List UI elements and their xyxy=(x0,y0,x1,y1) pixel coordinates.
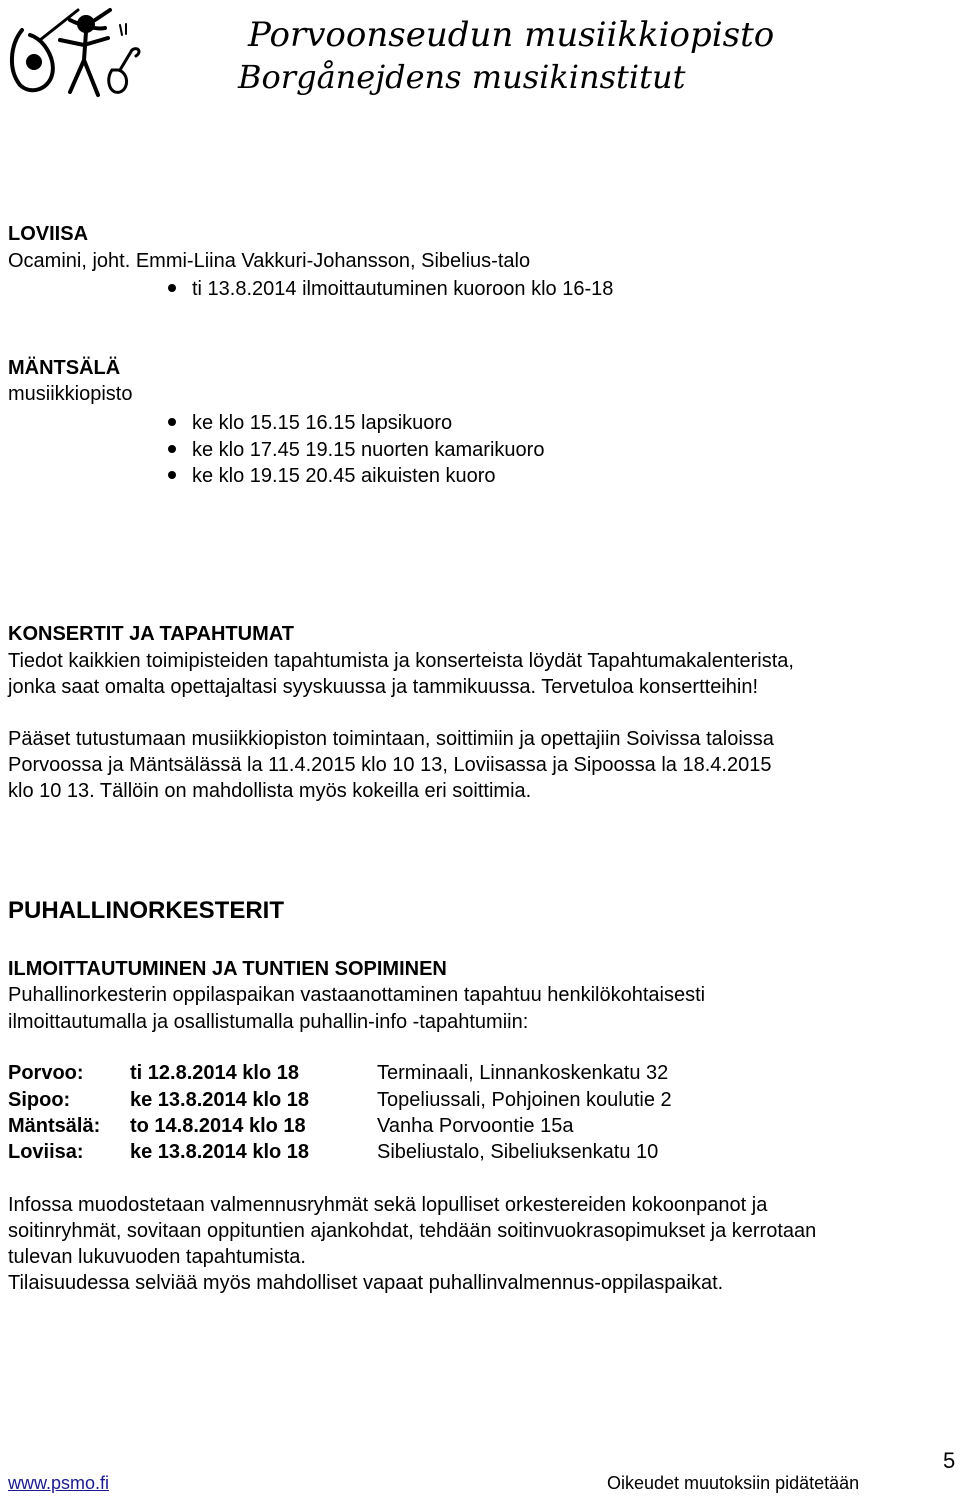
paragraph-line: Pääset tutustumaan musiikkiopiston toimintaan, soittimiin ja opettajiin Soivissa taloissa xyxy=(8,728,774,750)
schedule-time: ke 13.8.2014 klo 18 xyxy=(130,1141,310,1163)
paragraph-line: ilmoittautumalla ja osallistumalla puhallin-info -tapahtumiin: xyxy=(8,1011,529,1033)
schedule-place: Topeliussali, Pohjoinen koulutie 2 xyxy=(377,1089,672,1111)
loviisa-heading: LOVIISA xyxy=(8,223,89,245)
list-item: ke klo 17.45 19.15 nuorten kamarikuoro xyxy=(168,437,544,463)
paragraph-line: Infossa muodostetaan valmennusryhmät sekä lopulliset orkestereiden kokoonpanot ja xyxy=(8,1194,768,1216)
paragraph-line: tulevan lukuvuoden tapahtumista. xyxy=(8,1246,306,1268)
schedule-city: Porvoo: xyxy=(8,1062,84,1084)
schedule-city: Sipoo: xyxy=(8,1089,71,1111)
website-link[interactable]: www.psmo.fi xyxy=(8,1473,110,1493)
schedule-time: ke 13.8.2014 klo 18 xyxy=(130,1089,310,1111)
schedule-city: Mäntsälä: xyxy=(8,1115,101,1137)
logo-line-1: Porvoonseudun musiikkiopisto xyxy=(248,15,775,55)
musician-drawing-icon xyxy=(12,10,139,95)
school-logo xyxy=(0,0,775,108)
schedule-city: Loviisa: xyxy=(8,1141,84,1163)
list-item: ke klo 15.15 16.15 lapsikuoro xyxy=(168,410,452,436)
bullet-icon xyxy=(168,471,176,479)
paragraph-line: Tilaisuudessa selviää myös mahdolliset vapaat puhallinvalmennus-oppilaspaikat. xyxy=(8,1272,724,1294)
paragraph-line: soitinryhmät, sovitaan oppituntien ajankohdat, tehdään soitinvuokrasopimukset ja kerrotaan xyxy=(8,1220,817,1242)
bullet-icon xyxy=(168,418,176,426)
paragraph-line: Porvoossa ja Mäntsälässä la 11.4.2015 klo 10 13, Loviisassa ja Sipoossa la 18.4.2015 xyxy=(8,754,772,776)
loviisa-line: Ocamini, joht. Emmi-Liina Vakkuri-Johansson, Sibelius-talo xyxy=(8,250,531,272)
konsertit-heading: KONSERTIT JA TAPAHTUMAT xyxy=(8,623,294,645)
schedule-time: ti 12.8.2014 klo 18 xyxy=(130,1062,300,1084)
bullet-icon xyxy=(168,445,176,453)
rights-notice: Oikeudet muutoksiin pidätetään xyxy=(607,1473,860,1493)
paragraph-line: jonka saat omalta opettajaltasi syyskuussa ja tammikuussa. Tervetuloa konsertteihin! xyxy=(8,676,759,698)
table-row xyxy=(8,1113,958,1139)
puhallin-heading: PUHALLINORKESTERIT xyxy=(8,897,284,924)
mantsala-heading: MÄNTSÄLÄ xyxy=(8,357,121,379)
schedule-place: Sibeliustalo, Sibeliuksenkatu 10 xyxy=(377,1141,659,1163)
list-item: ke klo 19.15 20.45 aikuisten kuoro xyxy=(168,463,496,489)
list-item: ti 13.8.2014 ilmoittautuminen kuoroon klo 16-18 xyxy=(168,276,613,302)
table-row xyxy=(8,1087,958,1113)
schedule-time: to 14.8.2014 klo 18 xyxy=(130,1115,306,1137)
puhallin-subheading: ILMOITTAUTUMINEN JA TUNTIEN SOPIMINEN xyxy=(8,958,447,980)
paragraph-line: Puhallinorkesterin oppilaspaikan vastaanottaminen tapahtuu henkilökohtaisesti xyxy=(8,984,706,1006)
bullet-icon xyxy=(168,284,176,292)
schedule-place: Terminaali, Linnankoskenkatu 32 xyxy=(377,1062,669,1084)
logo-line-2: Borgånejdens musikinstitut xyxy=(238,58,686,96)
schedule-place: Vanha Porvoontie 15a xyxy=(377,1115,574,1137)
page-number: 5 xyxy=(943,1448,956,1473)
mantsala-line: musiikkiopisto xyxy=(8,383,133,405)
paragraph-line: Tiedot kaikkien toimipisteiden tapahtumista ja konserteista löydät Tapahtumakalenterista, xyxy=(8,650,794,672)
paragraph-line: klo 10 13. Tällöin on mahdollista myös kokeilla eri soittimia. xyxy=(8,780,532,802)
table-row xyxy=(8,1060,958,1086)
table-row xyxy=(8,1139,958,1165)
